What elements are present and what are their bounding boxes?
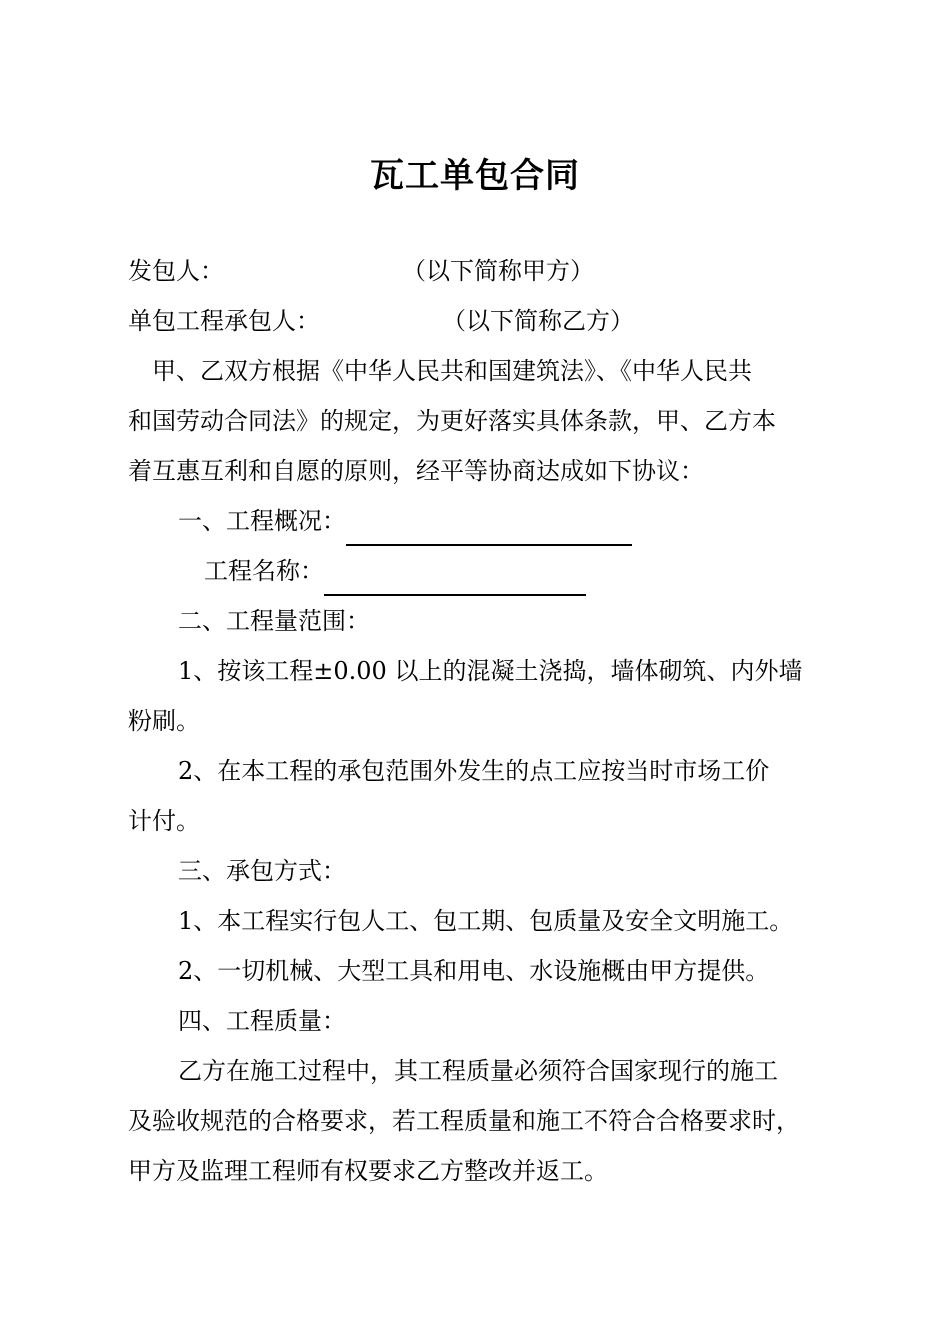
section-3-heading: 三、承包方式： [178, 857, 346, 885]
section-4-body-line-1: 乙方在施工过程中，其工程质量必须符合国家现行的施工 [178, 1057, 778, 1085]
preamble-line-3: 着互惠互利和自愿的原则，经平等协商达成如下协议： [128, 457, 704, 485]
project-name-row [204, 546, 586, 596]
section-2-item-2-line-1: 2、在本工程的承包范围外发生的点工应按当时市场工价 [178, 757, 770, 785]
preamble-line-2: 和国劳动合同法》的规定，为更好落实具体条款，甲、乙方本 [128, 407, 776, 435]
contractor-label: 单包工程承包人： [128, 307, 320, 335]
employer-label: 发包人： [128, 257, 224, 285]
contractor-hint: （以下简称乙方） [442, 307, 634, 335]
section-1-heading [178, 496, 632, 546]
employer-hint: （以下简称甲方） [402, 257, 594, 285]
section-2-item-1-line-1: 1、按该工程±0.00 以上的混凝土浇捣，墙体砌筑、内外墙 [178, 657, 803, 685]
section-4-body-line-2: 及验收规范的合格要求，若工程质量和施工不符合合格要求时， [128, 1107, 800, 1135]
section-1-heading-text: 一、工程概况： [178, 507, 346, 535]
document-title: 瓦工单包合同 [370, 156, 580, 196]
section-4-body-line-3: 甲方及监理工程师有权要求乙方整改并返工。 [128, 1157, 608, 1185]
project-name-label: 工程名称： [204, 557, 324, 585]
section-4-heading: 四、工程质量： [178, 1007, 346, 1035]
section-2-item-1-line-2: 粉刷。 [128, 707, 200, 735]
section-3-item-2: 2、一切机械、大型工具和用电、水设施概由甲方提供。 [178, 957, 770, 985]
section-2-item-2-line-2: 计付。 [128, 807, 200, 835]
section-3-item-1: 1、本工程实行包人工、包工期、包质量及安全文明施工。 [178, 907, 794, 935]
project-name-blank[interactable] [324, 560, 586, 596]
section-2-heading: 二、工程量范围： [178, 607, 370, 635]
overview-blank[interactable] [346, 510, 632, 546]
preamble-line-1: 甲、乙双方根据《中华人民共和国建筑法》、《中华人民共 [152, 357, 752, 385]
